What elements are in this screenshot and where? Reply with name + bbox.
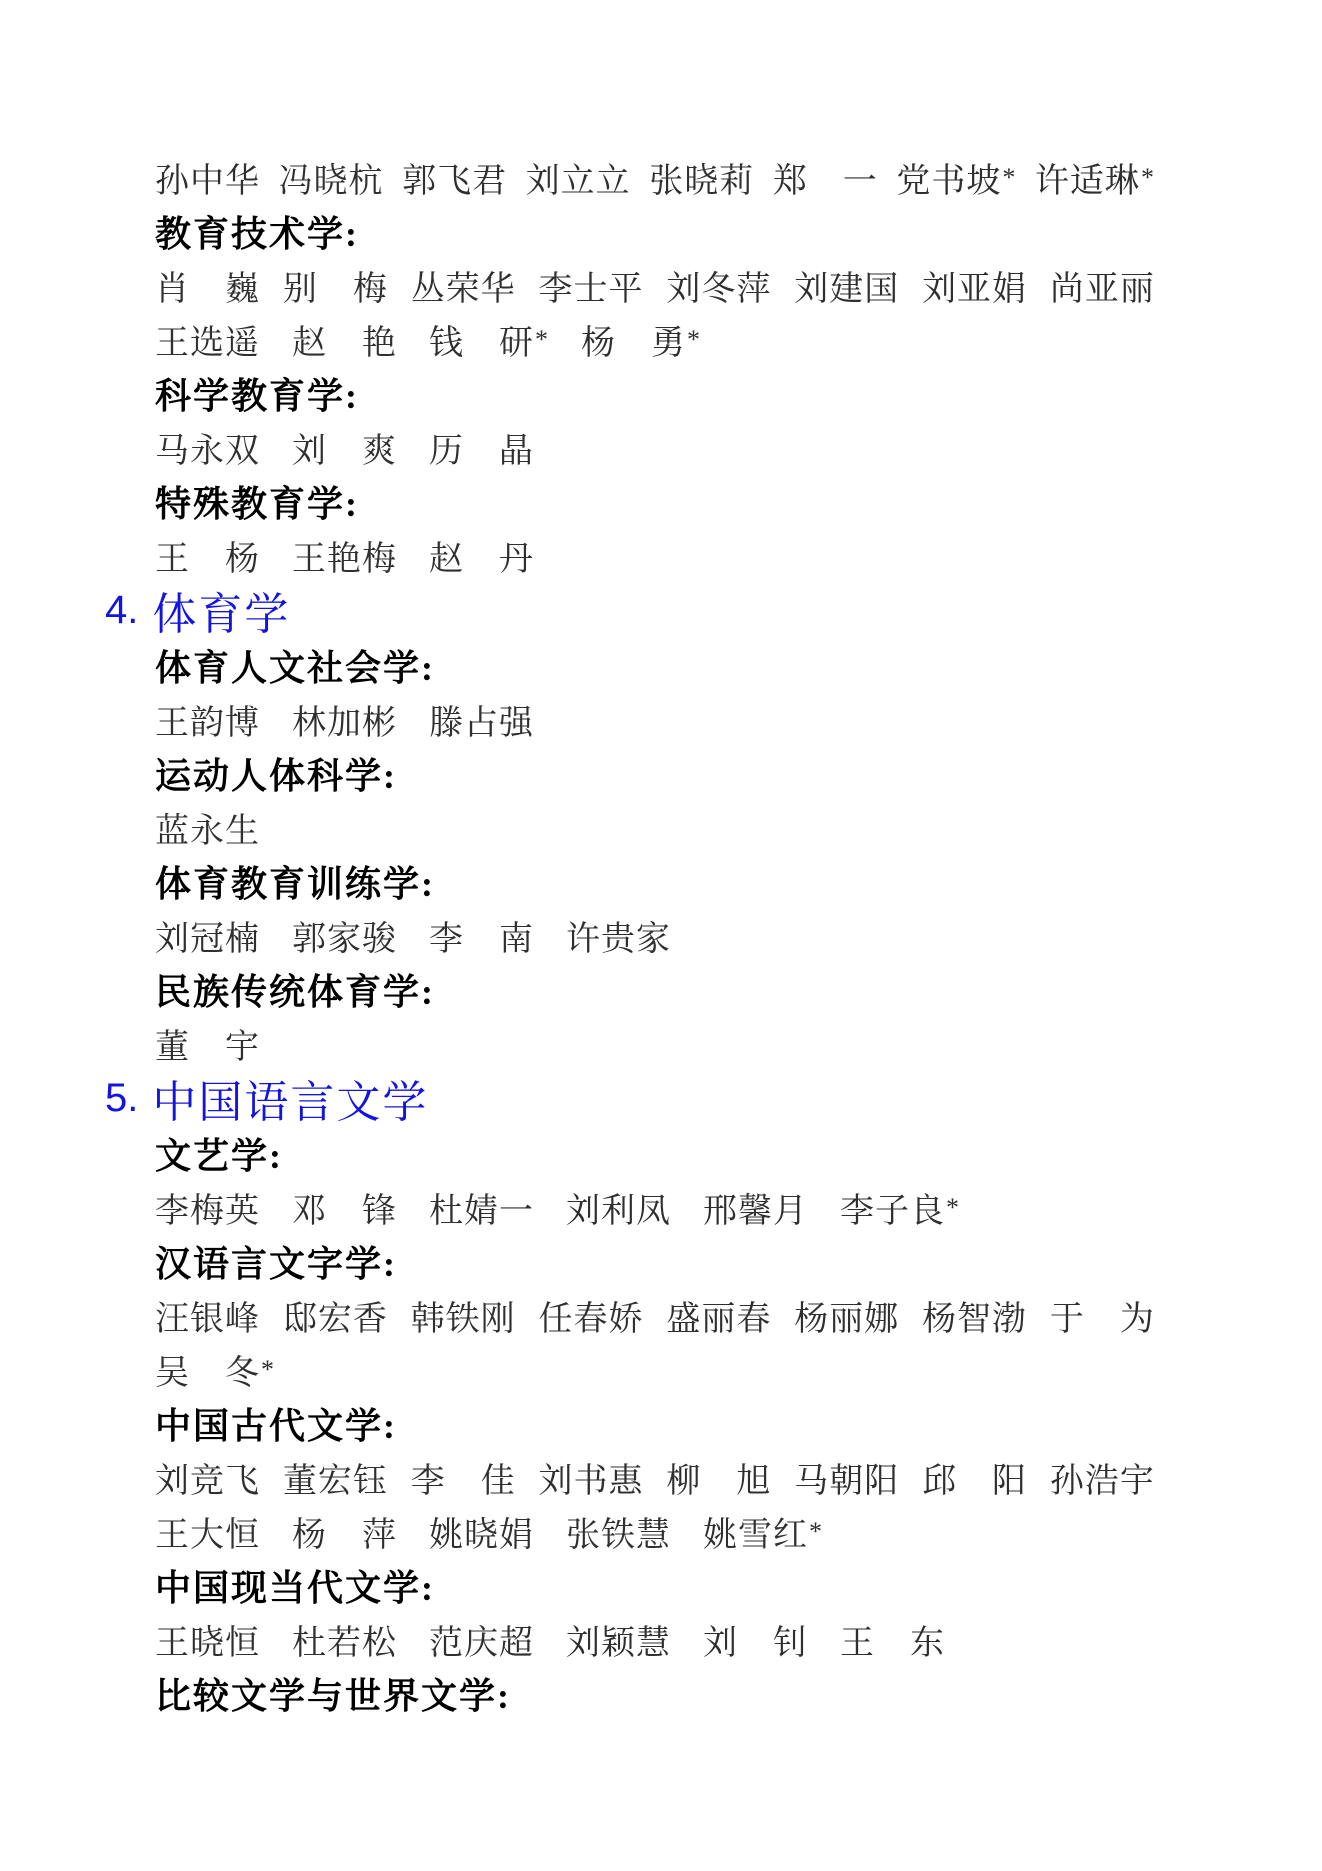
person-name: 李子良*: [840, 1192, 960, 1230]
asterisk-mark: *: [261, 1354, 275, 1384]
names-row: [155, 420, 1155, 474]
person-name: 汪银峰: [155, 1300, 260, 1338]
person-name: 于 为: [1049, 1300, 1155, 1338]
person-name: 姚晓娟: [429, 1516, 534, 1554]
section-heading: [105, 582, 1105, 638]
person-name: 邱 阳: [922, 1462, 1028, 1500]
asterisk-mark: *: [1002, 162, 1017, 192]
person-name: 柳 旭: [666, 1462, 772, 1500]
person-name: 张晓莉: [649, 162, 755, 200]
person-name: 任春娇: [538, 1300, 644, 1338]
person-name: 赵 丹: [429, 540, 534, 578]
asterisk-mark: *: [809, 1516, 823, 1546]
names-row: [155, 1504, 1155, 1558]
person-name: 刘冠楠: [155, 920, 260, 958]
person-name: 蓝永生: [155, 812, 260, 850]
person-name: 郭家骏: [292, 920, 397, 958]
subsection-heading: 中国古代文学:: [155, 1405, 397, 1446]
subsection-heading: 民族传统体育学:: [155, 971, 435, 1012]
names-row: [155, 1288, 1155, 1342]
person-name: 刘 爽: [292, 432, 397, 470]
person-name: 钱 研*: [429, 324, 549, 362]
person-name: 李 南: [429, 920, 534, 958]
person-name: 刘立立: [525, 162, 631, 200]
subsection-heading: 科学教育学:: [155, 375, 359, 416]
subsection-heading: 体育教育训练学:: [155, 863, 435, 904]
person-name: 王大恒: [155, 1516, 260, 1554]
names-row: [155, 1342, 1155, 1396]
person-name: 王 东: [840, 1624, 945, 1662]
person-name: 韩铁刚: [410, 1300, 516, 1338]
person-name: 杜若松: [292, 1624, 397, 1662]
names-row: [155, 692, 1155, 746]
person-name: 刘书惠: [538, 1462, 644, 1500]
person-name: 许贵家: [566, 920, 671, 958]
names-row: [155, 150, 1155, 204]
person-name: 董 宇: [155, 1028, 260, 1066]
person-name: 邢馨月: [703, 1192, 808, 1230]
person-name: 孙浩宇: [1049, 1462, 1155, 1500]
person-name: 丛荣华: [410, 270, 516, 308]
section-title: 中国语言文学: [152, 1078, 429, 1127]
person-name: 杨丽娜: [794, 1300, 900, 1338]
person-name: 邸宏香: [282, 1300, 388, 1338]
person-name: 董宏钰: [282, 1462, 388, 1500]
person-name: 刘冬萍: [666, 270, 772, 308]
subsection-heading: 教育技术学:: [155, 213, 359, 254]
person-name: 刘利凤: [566, 1192, 671, 1230]
person-name: 肖 巍: [155, 270, 260, 308]
person-name: 许适琳*: [1034, 162, 1155, 200]
person-name: 刘 钊: [703, 1624, 808, 1662]
person-name: 王韵博: [155, 704, 260, 742]
names-row: [155, 908, 1155, 962]
person-name: 杨 勇*: [581, 324, 701, 362]
person-name: 郭飞君: [402, 162, 508, 200]
section-number: 4.: [105, 587, 139, 632]
asterisk-mark: *: [687, 324, 701, 354]
subsection-heading: 运动人体科学:: [155, 755, 397, 796]
section-heading: [105, 1070, 1105, 1126]
names-row: [155, 1016, 1155, 1070]
names-row: [155, 1180, 1155, 1234]
person-name: 王选遥: [155, 324, 260, 362]
section-title: 体育学: [152, 590, 291, 639]
section-number: 5.: [105, 1075, 139, 1120]
person-name: 盛丽春: [666, 1300, 772, 1338]
person-name: 刘竞飞: [155, 1462, 260, 1500]
person-name: 邓 锋: [292, 1192, 397, 1230]
person-name: 别 梅: [282, 270, 388, 308]
person-name: 尚亚丽: [1049, 270, 1155, 308]
names-row: [155, 1450, 1155, 1504]
person-name: 马永双: [155, 432, 260, 470]
person-name: 李梅英: [155, 1192, 260, 1230]
person-name: 杨智渤: [922, 1300, 1028, 1338]
person-name: 李 佳: [410, 1462, 516, 1500]
asterisk-mark: *: [535, 324, 549, 354]
person-name: 郑 一: [772, 162, 878, 200]
person-name: 马朝阳: [794, 1462, 900, 1500]
person-name: 王晓恒: [155, 1624, 260, 1662]
subsection-heading: 体育人文社会学:: [155, 647, 435, 688]
person-name: 杜婧一: [429, 1192, 534, 1230]
person-name: 刘颖慧: [566, 1624, 671, 1662]
names-row: [155, 800, 1155, 854]
person-name: 刘亚娟: [922, 270, 1028, 308]
person-name: 刘建国: [794, 270, 900, 308]
names-row: [155, 528, 1155, 582]
person-name: 林加彬: [292, 704, 397, 742]
asterisk-mark: *: [946, 1192, 960, 1222]
person-name: 王艳梅: [292, 540, 397, 578]
person-name: 孙中华: [155, 162, 260, 200]
person-name: 滕占强: [429, 704, 534, 742]
person-name: 王 杨: [155, 540, 260, 578]
person-name: 历 晶: [429, 432, 534, 470]
subsection-heading: 中国现当代文学:: [155, 1567, 435, 1608]
person-name: 张铁慧: [566, 1516, 671, 1554]
person-name: 李士平: [538, 270, 644, 308]
asterisk-mark: *: [1140, 162, 1155, 192]
person-name: 党书坡*: [896, 162, 1017, 200]
person-name: 吴 冬*: [155, 1354, 275, 1392]
subsection-heading: 特殊教育学:: [155, 483, 359, 524]
subsection-heading: 汉语言文字学:: [155, 1243, 397, 1284]
person-name: 姚雪红*: [703, 1516, 823, 1554]
person-name: 冯晓杭: [278, 162, 384, 200]
names-row: [155, 258, 1155, 312]
subsection-heading: 文艺学:: [155, 1135, 283, 1176]
person-name: 杨 萍: [292, 1516, 397, 1554]
names-row: [155, 312, 1155, 366]
names-row: [155, 1612, 1155, 1666]
document-content: [105, 150, 1155, 1720]
subsection-heading: 比较文学与世界文学:: [155, 1675, 511, 1716]
person-name: 赵 艳: [292, 324, 397, 362]
person-name: 范庆超: [429, 1624, 534, 1662]
